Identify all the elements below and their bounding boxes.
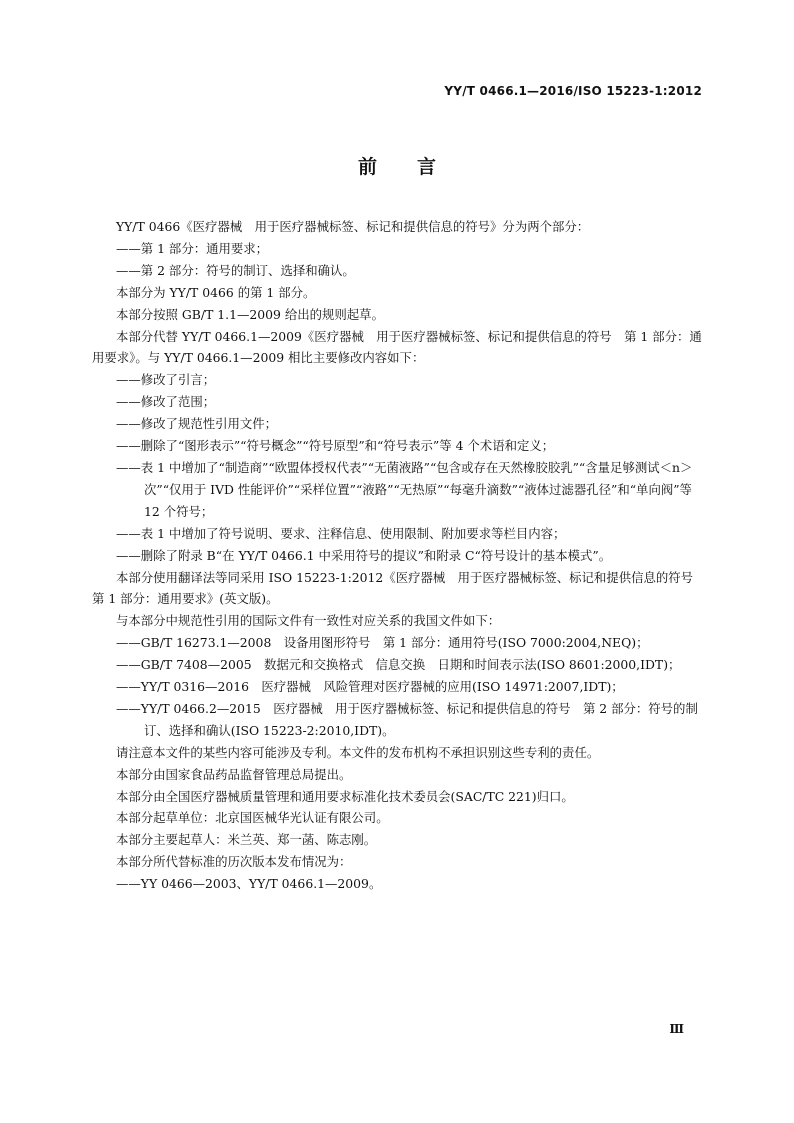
list-item: ——GB/T 7408—2005 数据元和交换格式 信息交换 日期和时间表示法(ISO 8601:2000,IDT)； xyxy=(116,657,681,673)
paragraph: 本部分为 YY/T 0466 的第 1 部分。 xyxy=(116,284,316,300)
paragraph: 本部分由全国医疗器械质量管理和通用要求标准化技术委员会(SAC/TC 221)归口。 xyxy=(116,788,574,804)
page-number: Ⅲ xyxy=(669,1022,684,1036)
paragraph: 与本部分中规范性引用的国际文件有一致性对应关系的我国文件如下： xyxy=(116,613,501,629)
foreword-body xyxy=(92,216,706,895)
page-title: 前言 xyxy=(357,156,476,178)
document-number: YY/T 0466.1—2016/ISO 15223-1:2012 xyxy=(444,84,702,98)
list-item: ——GB/T 16273.1—2008 设备用图形符号 第 1 部分：通用符号(ISO 7000:2004,NEQ)； xyxy=(116,635,649,651)
list-item: ——第 2 部分：符号的制订、选择和确认。 xyxy=(116,262,355,278)
list-item: ——表 1 中增加了“制造商”“欧盟体授权代表”“无菌液路”“包含或存在天然橡胶胶乳”“含量足够测试＜n＞次”“仅用于 IVD 性能评价”“采样位置”“液路”“无热原”“每毫升滴数”“液体过滤器孔径”和“单向阀”等 12 个符号； xyxy=(116,459,696,519)
paragraph: 请注意本文件的某些内容可能涉及专利。本文件的发布机构不承担识别这些专利的责任。 xyxy=(116,744,600,760)
list-item: ——YY/T 0316—2016 医疗器械 风险管理对医疗器械的应用(ISO 14971:2007,IDT)； xyxy=(116,679,624,695)
paragraph: YY/T 0466《医疗器械 用于医疗器械标签、标记和提供信息的符号》分为两个部分： xyxy=(116,219,590,234)
list-item: ——修改了范围； xyxy=(116,394,216,410)
list-item: ——表 1 中增加了符号说明、要求、注释信息、使用限制、附加要求等栏目内容； xyxy=(116,525,566,541)
paragraph: 本部分按照 GB/T 1.1—2009 给出的规则起草。 xyxy=(116,306,384,322)
paragraph: 本部分代替 YY/T 0466.1—2009《医疗器械 用于医疗器械标签、标记和提供信息的符号 第 1 部分：通用要求》。与 YY/T 0466.1—2009 相比主要修改内容如下： xyxy=(92,328,702,366)
list-item: ——修改了引言； xyxy=(116,372,216,388)
list-item: ——修改了规范性引用文件； xyxy=(116,416,278,432)
list-item: ——删除了附录 B“在 YY/T 0466.1 中采用符号的提议”和附录 C“符号设计的基本模式”。 xyxy=(116,547,612,563)
paragraph: 本部分使用翻译法等同采用 ISO 15223-1:2012《医疗器械 用于医疗器械标签、标记和提供信息的符号 第 1 部分：通用要求》(英文版)。 xyxy=(92,569,706,607)
paragraph: 本部分起草单位：北京国医械华光认证有限公司。 xyxy=(116,810,389,826)
list-item: ——YY 0466—2003、YY/T 0466.1—2009。 xyxy=(116,876,382,892)
list-item: ——YY/T 0466.2—2015 医疗器械 用于医疗器械标签、标记和提供信息的符号 第 2 部分：符号的制订、选择和确认(ISO 15223-2:2010,IDT)。 xyxy=(116,700,698,738)
paragraph: 本部分由国家食品药品监督管理总局提出。 xyxy=(116,766,352,782)
paragraph: 本部分所代替标准的历次版本发布情况为： xyxy=(116,854,352,870)
list-item: ——删除了“图形表示”“符号概念”“符号原型”和“符号表示”等 4 个术语和定义； xyxy=(116,438,555,454)
list-item: ——第 1 部分：通用要求； xyxy=(116,240,269,256)
paragraph: 本部分主要起草人：米兰英、郑一菡、陈志刚。 xyxy=(116,832,377,848)
